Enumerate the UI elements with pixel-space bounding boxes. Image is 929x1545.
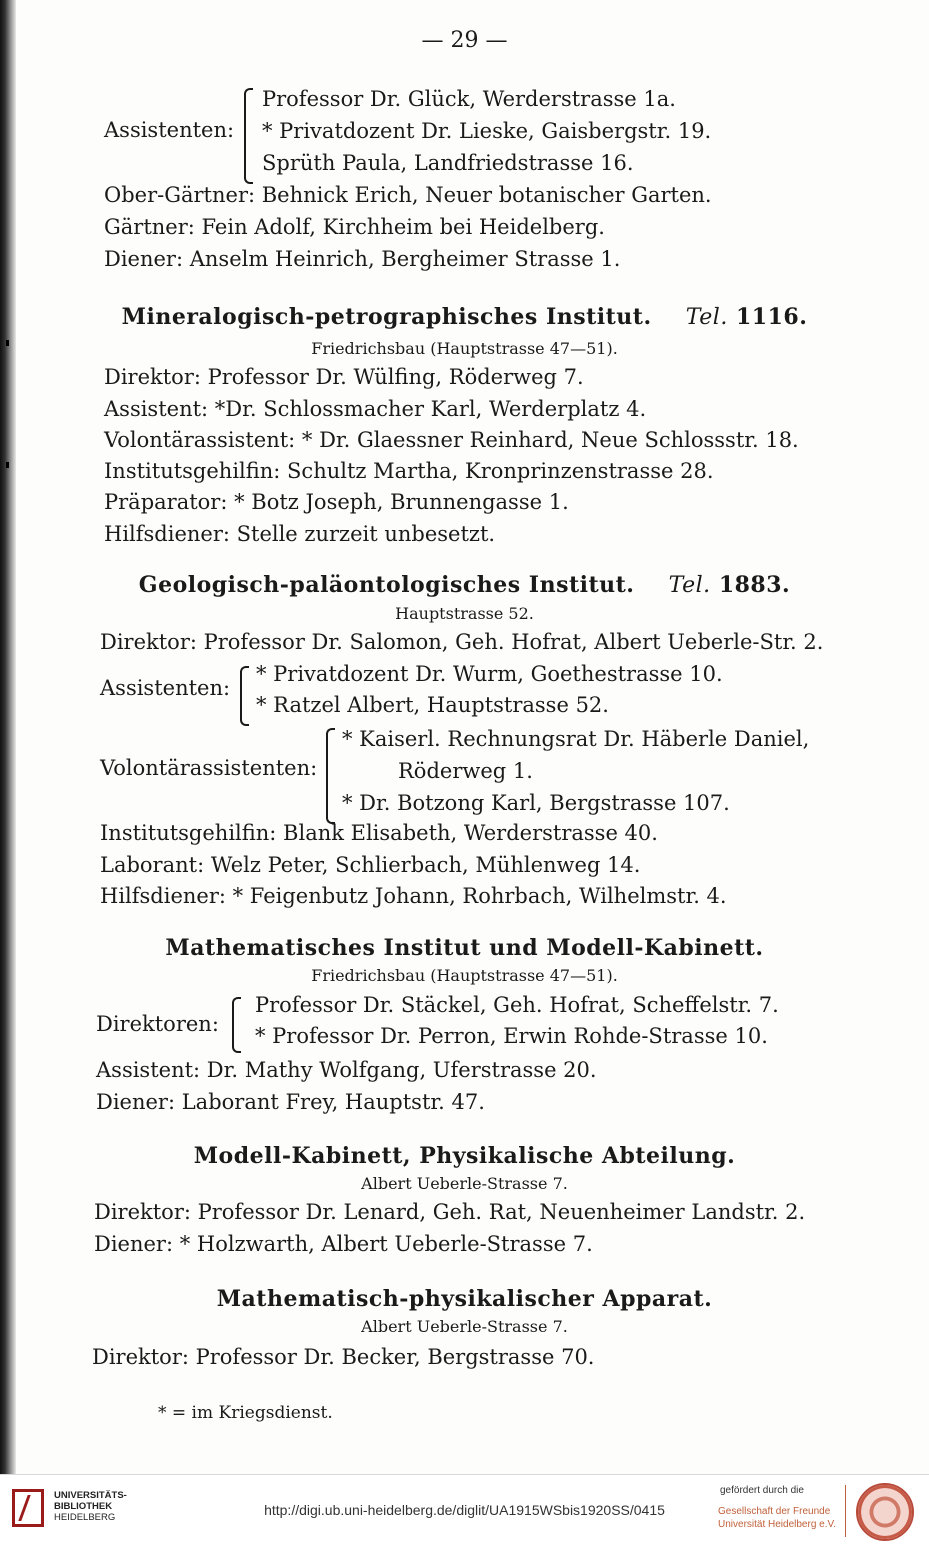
section-heading-apparatus [0,1286,929,1312]
permalink-url[interactable]: http://digi.ub.uni-heidelberg.de/diglit/UA1915WSbis1920SS/0415 [264,1502,665,1518]
staff-line: Hilfsdiener: Stelle zurzeit unbesetzt. [104,522,496,546]
volunteers-label: Volontärassistenten: [100,756,318,780]
volunteer-entry: * Kaiserl. Rechnungsrat Dr. Häberle Daniel, [342,727,810,751]
university-seal-icon [856,1483,914,1541]
brace [232,997,241,1053]
staff-line: Laborant: Welz Peter, Schlierbach, Mühlenweg 14. [100,853,641,877]
tel-number: 1116. [735,304,808,330]
staff-line: Hilfsdiener: * Feigenbutz Johann, Rohrbach, Wilhelmstr. 4. [100,884,727,908]
section-heading-mineralogy [0,304,929,330]
brace [240,666,249,726]
footnote: * = im Kriegsdienst. [158,1403,333,1423]
heading-title: Modell-Kabinett, Physikalische Abteilung. [193,1143,736,1169]
sponsor-line: Gesellschaft der Freunde [718,1506,831,1517]
assistants-label: Assistenten: [104,118,235,142]
section-heading-mathematics [0,935,929,961]
sponsor-line: Universität Heidelberg e.V. [718,1519,837,1530]
heading-title: Geologisch-paläontologisches Institut. [138,572,635,598]
staff-line: Volontärassistent: * Dr. Glaessner Reinhard, Neue Schlossstr. 18. [104,428,799,452]
volunteer-entry: * Dr. Botzong Karl, Bergstrasse 107. [342,791,730,815]
assistant-entry: * Ratzel Albert, Hauptstrasse 52. [256,693,609,717]
volunteer-entry: Röderweg 1. [398,759,533,783]
institute-address: Friedrichsbau (Hauptstrasse 47—51). [311,966,618,985]
staff-line: Ober-Gärtner: Behnick Erich, Neuer botanischer Garten. [104,183,712,207]
staff-line: Diener: Laborant Frey, Hauptstr. 47. [96,1090,485,1114]
assistants-label: Assistenten: [100,676,231,700]
staff-line: Institutsgehilfin: Blank Elisabeth, Werderstrasse 40. [100,821,658,845]
institute-address: Albert Ueberle-Strasse 7. [361,1174,568,1193]
page-edge-shadow [0,0,16,1474]
staff-line: Direktor: Professor Dr. Lenard, Geh. Rat, Neuenheimer Landstr. 2. [94,1200,806,1224]
director-entry: Professor Dr. Stäckel, Geh. Hofrat, Scheffelstr. 7. [255,993,779,1017]
staff-line: Präparator: * Botz Joseph, Brunnengasse 1. [104,490,569,514]
divider [845,1485,846,1537]
section-heading-model-cabinet [0,1143,929,1169]
digitization-footer [0,1474,929,1545]
heading-title: Mathematisch-physikalischer Apparat. [216,1286,713,1312]
staff-line: Diener: * Holzwarth, Albert Ueberle-Strasse 7. [94,1232,593,1256]
library-line: HEIDELBERG [54,1512,116,1523]
tel-label: Tel. [668,573,711,598]
page-number: — 29 — [421,28,508,53]
staff-line: Diener: Anselm Heinrich, Bergheimer Strasse 1. [104,247,621,271]
staff-line: Assistent: Dr. Mathy Wolfgang, Uferstrasse 20. [96,1058,597,1082]
institute-address: Albert Ueberle-Strasse 7. [361,1317,568,1336]
section-heading-geology [0,572,929,598]
assistant-entry: Sprüth Paula, Landfriedstrasse 16. [262,151,634,175]
assistant-entry: * Privatdozent Dr. Wurm, Goethestrasse 10. [256,662,723,686]
assistant-entry: * Privatdozent Dr. Lieske, Gaisbergstr. 19. [262,119,712,143]
institute-address: Hauptstrasse 52. [395,604,534,623]
institute-address: Friedrichsbau (Hauptstrasse 47—51). [311,339,618,358]
sponsor-name [718,1505,836,1531]
directors-label: Direktoren: [96,1012,219,1036]
sponsor-heading: gefördert durch die [720,1485,804,1496]
assistant-entry: Professor Dr. Glück, Werderstrasse 1a. [262,87,676,111]
staff-line: Direktor: Professor Dr. Wülfing, Röderweg 7. [104,365,584,389]
library-line: BIBLIOTHEK [54,1501,113,1512]
staff-line: Direktor: Professor Dr. Salomon, Geh. Hofrat, Albert Ueberle-Str. 2. [100,630,824,654]
brace [326,728,335,824]
heading-title: Mineralogisch-petrographisches Institut. [121,304,652,330]
brace [244,88,253,184]
library-line: UNIVERSITÄTS- [54,1490,127,1501]
edge-mark [6,462,9,468]
staff-line: Assistent: *Dr. Schlossmacher Karl, Werderplatz 4. [104,397,647,421]
director-entry: * Professor Dr. Perron, Erwin Rohde-Strasse 10. [255,1024,768,1048]
tel-label: Tel. [685,305,728,330]
staff-line: Direktor: Professor Dr. Becker, Bergstrasse 70. [92,1345,595,1369]
heading-title: Mathematisches Institut und Modell-Kabinett. [165,935,764,961]
tel-number: 1883. [718,572,791,598]
staff-line: Institutsgehilfin: Schultz Martha, Kronprinzenstrasse 28. [104,459,714,483]
staff-line: Gärtner: Fein Adolf, Kirchheim bei Heidelberg. [104,215,605,239]
